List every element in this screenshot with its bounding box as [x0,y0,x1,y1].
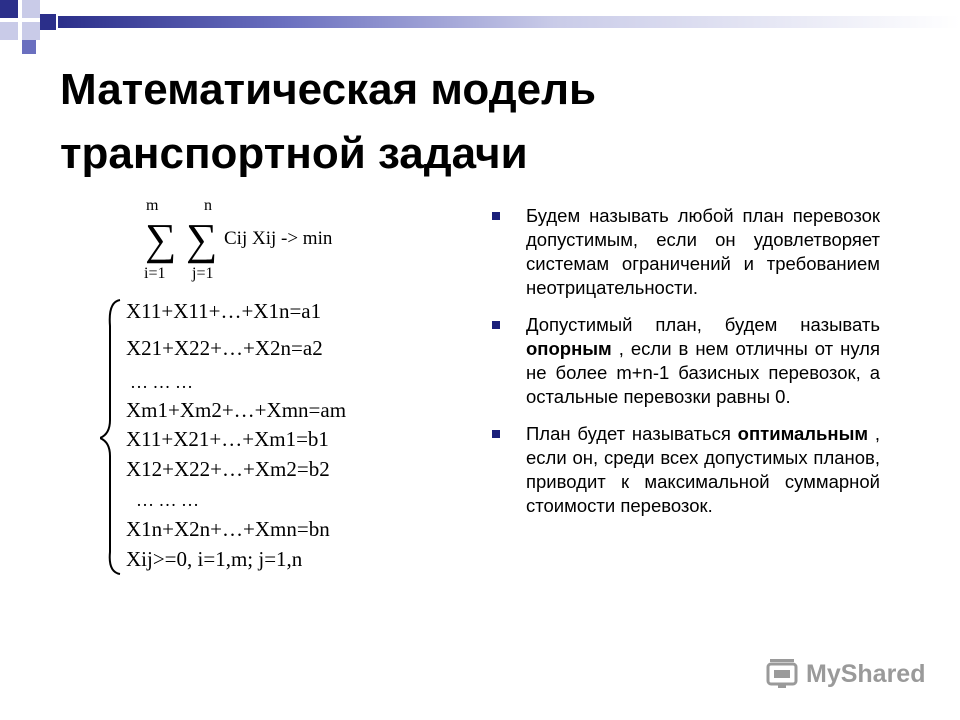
watermark-text: MyShared [806,659,926,688]
deco-square [22,0,40,18]
list-item [490,422,880,518]
myshared-watermark [766,656,925,692]
bullet-text: Допустимый план, будем называть [526,314,880,335]
constraint-line: Xm1+Xm2+…+Xmn=am [126,398,347,422]
list-item [490,204,880,300]
brace-icon [100,300,120,574]
myshared-logo-icon [766,658,802,690]
sigma-icon: ∑ [145,215,177,264]
math-svg [100,196,420,576]
constraint-line: X11+X11+…+X1n=a1 [126,299,322,323]
slide-title [60,58,900,186]
sum-upper-2: n [204,197,212,214]
bullet-square-icon [492,430,500,438]
constraint-line: X21+X22+…+X2n=a2 [126,336,323,360]
bullet-list [490,204,880,531]
deco-square [22,22,40,40]
header-bar [58,16,960,28]
deco-square [40,14,56,30]
list-item [490,313,880,409]
sigma-icon: ∑ [186,215,218,264]
title-line-1: Математическая модель [60,65,597,114]
deco-square [0,0,18,18]
constraint-line: X1n+X2n+…+Xmn=bn [126,517,330,541]
sum-upper-1: m [146,197,159,214]
bullet-text: Будем называть любой план перевозок допустимым, если он удовлетворяет системам ограничений и требованием неотрицательности. [526,205,880,298]
bullet-square-icon [492,212,500,220]
constraint-line: X11+X21+…+Xm1=b1 [126,427,329,451]
deco-square [0,22,18,40]
bullet-text-rest: , если в нем отличны от нуля не более m+n-1 базисных перевозок, а остальные перевозки равны 0. [526,338,880,407]
constraint-line: Xij>=0, i=1,m; j=1,n [126,547,303,571]
sum-lower-1: i=1 [144,265,166,282]
bullet-square-icon [492,321,500,329]
objective-function: Cij Xij -> min [224,228,333,249]
bullet-text-rest: , если он, среди всех допустимых планов, приводит к максимальной суммарной стоимости перевозок. [526,423,880,516]
constraint-line: … … … [136,490,199,510]
math-model [100,196,420,576]
constraint-line: … … … [130,372,193,392]
bullet-term-bold: оптимальным [737,423,869,444]
bullet-text: План будет называться [526,423,738,444]
deco-square [22,40,36,54]
title-line-2: транспортной задачи [60,129,528,178]
constraint-line: X12+X22+…+Xm2=b2 [126,457,330,481]
bullet-term-bold: опорным [526,338,612,359]
sum-lower-2: j=1 [192,265,214,282]
